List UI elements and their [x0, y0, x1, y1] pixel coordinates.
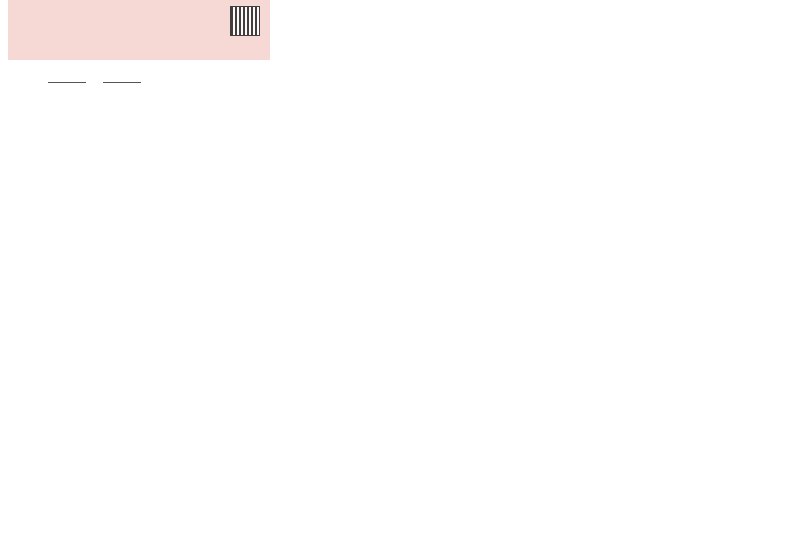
score-field[interactable] [103, 73, 141, 83]
column-middle [278, 0, 530, 547]
qr-code-icon[interactable] [230, 6, 260, 36]
name-score-bar [48, 66, 270, 83]
page-footer [774, 531, 784, 539]
title-banner [8, 0, 270, 60]
column-left [8, 0, 270, 547]
name-field[interactable] [48, 73, 86, 83]
column-right [536, 0, 792, 547]
